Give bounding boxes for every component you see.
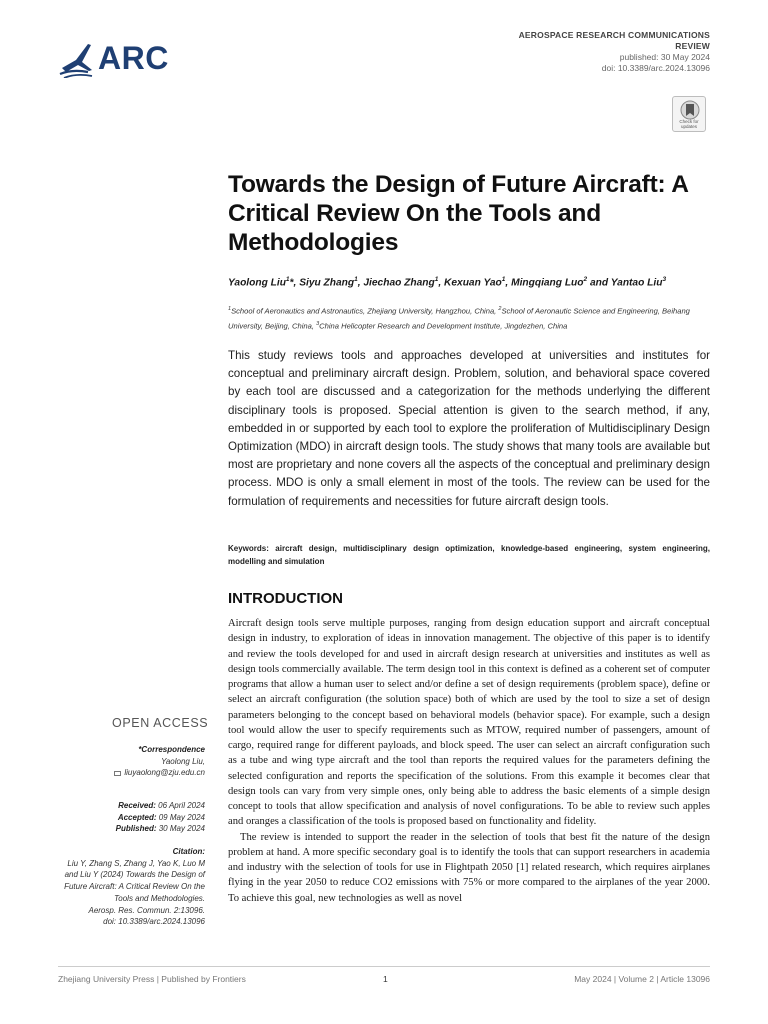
author-separator: and xyxy=(587,277,611,289)
affiliation-number: 2 xyxy=(498,306,502,312)
journal-header xyxy=(519,30,710,74)
author-name: Yaolong Liu xyxy=(228,277,286,289)
received-label: Received: xyxy=(118,801,156,810)
correspondence-name: Yaolong Liu, xyxy=(161,756,205,766)
author-affiliation-number: 1 xyxy=(501,276,506,283)
citation-block xyxy=(35,846,205,928)
published-label: Published: xyxy=(115,824,157,834)
affiliation-number: 3 xyxy=(316,321,320,328)
author-separator: , xyxy=(357,277,364,289)
accepted-label: Accepted: xyxy=(117,812,157,822)
author-separator: , xyxy=(438,277,445,289)
citation-doi[interactable]: doi: 10.3389/arc.2024.13096 xyxy=(103,917,205,927)
accepted-row xyxy=(116,812,205,824)
citation-line: Aerosp. Res. Commun. 2:13096. xyxy=(88,905,205,915)
doi-link[interactable]: doi: 10.3389/arc.2024.13096 xyxy=(601,63,710,73)
correspondence-label: *Correspondence xyxy=(138,745,205,754)
body-text xyxy=(228,616,710,906)
affiliation-text: School of Aeronautics and Astronautics, Zhejiang University, Hangzhou, China, xyxy=(231,306,499,316)
author-name: Yantao Liu xyxy=(610,277,663,289)
body-paragraph: The review is intended to support the reader in the selection of tools that best fit the nature of the design problem at hand. A more specific secondary goal is to identify the tools that can support researchers in academia and industry with the selection of tools for use in Flightpath 2050 [1] related research, which requires airplanes flying in the year 2050 to reduce CO2 emissions with 75% or more compared to the airplanes of the year 2000. To achieve this goal, new technologies as well as novel xyxy=(228,831,710,904)
received-row xyxy=(116,800,205,812)
affiliation-number: 1 xyxy=(228,306,232,312)
article-type: REVIEW xyxy=(675,41,710,51)
author-name: Mingqiang Luo xyxy=(511,277,584,289)
author-affiliation-number: 1 xyxy=(354,276,358,283)
citation-label: Citation: xyxy=(172,847,205,856)
open-access-label: OPEN ACCESS xyxy=(112,716,209,730)
check-updates-label-line: Check for xyxy=(679,119,699,124)
journal-logo xyxy=(58,38,176,80)
received-date: 06 April 2024 xyxy=(158,801,205,810)
citation-line: Liu Y, Zhang S, Zhang J, Yao K, Luo M xyxy=(67,858,205,868)
published-date: published: 30 May 2024 xyxy=(619,52,710,62)
citation-line: Tools and Methodologies. xyxy=(114,893,205,903)
author-name: Jiechao Zhang xyxy=(363,277,435,289)
author-affiliation-number: 2 xyxy=(583,276,588,283)
correspondence-block xyxy=(114,744,205,779)
check-for-updates-button[interactable] xyxy=(672,96,706,132)
author-name: Siyu Zhang xyxy=(299,277,355,289)
page-footer xyxy=(58,966,710,996)
correspondence-email[interactable]: liuyaolong@zju.edu.cn xyxy=(124,768,205,778)
citation-line: Future Aircraft: A Critical Review On the xyxy=(64,882,205,892)
abstract: This study reviews tools and approaches developed at universities and institutes for conceptual and preliminary aircraft design. Problem, solution, and behavioral space covered by each tool are discussed and a categorization for the methods underlying the different disciplinary tools is proposed. Special attention is given to the search method, if any, embedded in or supported by each tool to explore the proliferation of Multidisciplinary Design Optimization (MDO) in aircraft design tools. The study shows that many tools are available but most are proprietary and none covers all the aspects of the conceptual and preliminary design process. MDO is only a small element in most of the tools. The review can be used for the formulation of requirements and necessities for future aircraft design tools. xyxy=(228,349,710,508)
author-list xyxy=(228,276,718,288)
correspondence-email-row xyxy=(114,767,205,779)
page-number: 1 xyxy=(383,974,388,984)
author-affiliation-number: 1 xyxy=(434,276,439,283)
journal-name-line: AEROSPACE RESEARCH COMMUNICATIONS xyxy=(518,30,710,40)
published-row xyxy=(116,823,205,835)
accepted-date: 09 May 2024 xyxy=(158,812,205,822)
corresponding-author-mark: * xyxy=(289,277,294,289)
check-updates-label xyxy=(673,119,705,129)
keywords: Keywords: aircraft design, multidisciplinary design optimization, knowledge-based engineering, system engineering, modelling and simulation xyxy=(228,544,710,566)
published-date-sidebar: 30 May 2024 xyxy=(158,824,205,834)
logo-text: ARC xyxy=(98,40,169,76)
body-paragraph: Aircraft design tools serve multiple purposes, ranging from design education support and aircraft conceptual design in industry, to exploration of ideas in innovation management. The objective of this paper is to identify and review the tools developed for and used in aircraft design research at universities and institutes as well as design tools commercially available. The term design tool in this context is defined as a coherent set of computer programs that allow a human user to select and/or define a set of design requirements (problem space), define or select an aircraft configuration (the solution space) both of which are used by the tool to size a set of design parameters belonging to the concept based on behavioral models (behavior space). For example, such a design tool would allow the user to specify requirements such as MTOW, required number of passengers, amount of cargo, required range for different payloads, and block speed. The user can select an aircraft configuration such as a tube and wing type aircraft and the tool than reports the required values for the parameters defining the selected configuration and reports the specification of the solutions. From this example it becomes clear that design tools can vary from very simple ones, only being able to address the basic elements of a simple design concept to tools that allow specification and analysis of novel configurations. To be able to review such apples and oranges a classification of the tools is proposed based on functionality and fidelity. xyxy=(228,618,710,828)
affiliation-text: School of Aeronautic Science and Engineering, Beihang University, Beijing, China, xyxy=(228,306,690,331)
journal-name xyxy=(519,30,710,52)
citation-line: and Liu Y (2024) Towards the Design of xyxy=(64,870,205,880)
aircraft-logo-icon xyxy=(58,38,96,78)
dates-block xyxy=(116,800,205,835)
section-heading-introduction: INTRODUCTION xyxy=(228,590,343,607)
footer-publisher: Zhejiang University Press | Published by Frontiers xyxy=(58,974,246,984)
mail-icon xyxy=(114,771,121,776)
article-title: Towards the Design of Future Aircraft: A Critical Review On the Tools and Methodologies xyxy=(228,171,688,256)
author-separator: , xyxy=(505,277,512,289)
affiliations xyxy=(228,303,713,333)
author-name: Kexuan Yao xyxy=(444,277,502,289)
author-affiliation-number: 3 xyxy=(662,276,667,283)
footer-issue-info: May 2024 | Volume 2 | Article 13096 xyxy=(574,974,710,984)
affiliation-text: China Helicopter Research and Development Institute, Jingdezhen, China xyxy=(319,321,568,331)
author-separator: , xyxy=(293,277,300,289)
check-updates-label-line: updates xyxy=(680,124,697,129)
author-affiliation-number: 1 xyxy=(285,276,290,283)
